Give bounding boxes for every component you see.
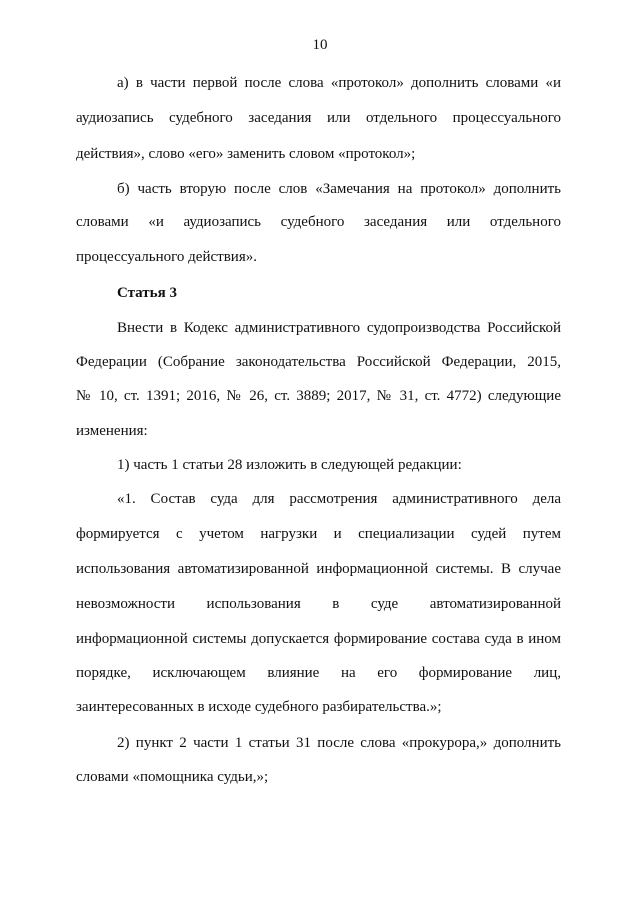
quote-line-6: порядке, исключающем влияние на его формирование лиц,	[76, 665, 561, 681]
page-number: 10	[312, 37, 328, 53]
intro-line-3: № 10, ст. 1391; 2016, № 26, ст. 3889; 2017, № 31, ст. 4772) следующие	[76, 388, 561, 404]
quote-line-4: невозможности использования в суде автоматизированной	[76, 596, 561, 612]
item-2-line-2: словами «помощника судьи,»;	[76, 769, 269, 785]
quote-line-7: заинтересованных в исходе судебного разбирательства.»;	[76, 699, 442, 715]
item-2-line-1: 2) пункт 2 части 1 статьи 31 после слова «прокурора,» дополнить	[117, 735, 561, 751]
intro-line-1: Внести в Кодекс административного судопроизводства Российской	[117, 320, 561, 336]
paragraph-a-line-1: а) в части первой после слова «протокол» дополнить словами «и	[117, 75, 561, 91]
article-heading: Статья 3	[117, 285, 177, 301]
paragraph-b-line-3: процессуального действия».	[76, 249, 257, 265]
paragraph-a-line-2: аудиозапись судебного заседания или отдельного процессуального	[76, 110, 561, 126]
paragraph-a-line-3: действия», слово «его» заменить словом «протокол»;	[76, 146, 416, 162]
intro-line-2: Федерации (Собрание законодательства Российской Федерации, 2015,	[76, 354, 561, 370]
item-1-line-1: 1) часть 1 статьи 28 изложить в следующей редакции:	[117, 457, 462, 473]
quote-line-5: информационной системы допускается формирование состава суда в ином	[76, 631, 561, 647]
paragraph-b-line-2: словами «и аудиозапись судебного заседания или отдельного	[76, 214, 561, 230]
paragraph-b-line-1: б) часть вторую после слов «Замечания на протокол» дополнить	[117, 181, 561, 197]
quote-line-3: использования автоматизированной информационной системы. В случае	[76, 561, 561, 577]
intro-line-4: изменения:	[76, 423, 148, 439]
quote-line-1: «1. Состав суда для рассмотрения административного дела	[117, 491, 561, 507]
quote-line-2: формируется с учетом нагрузки и специализации судей путем	[76, 526, 561, 542]
